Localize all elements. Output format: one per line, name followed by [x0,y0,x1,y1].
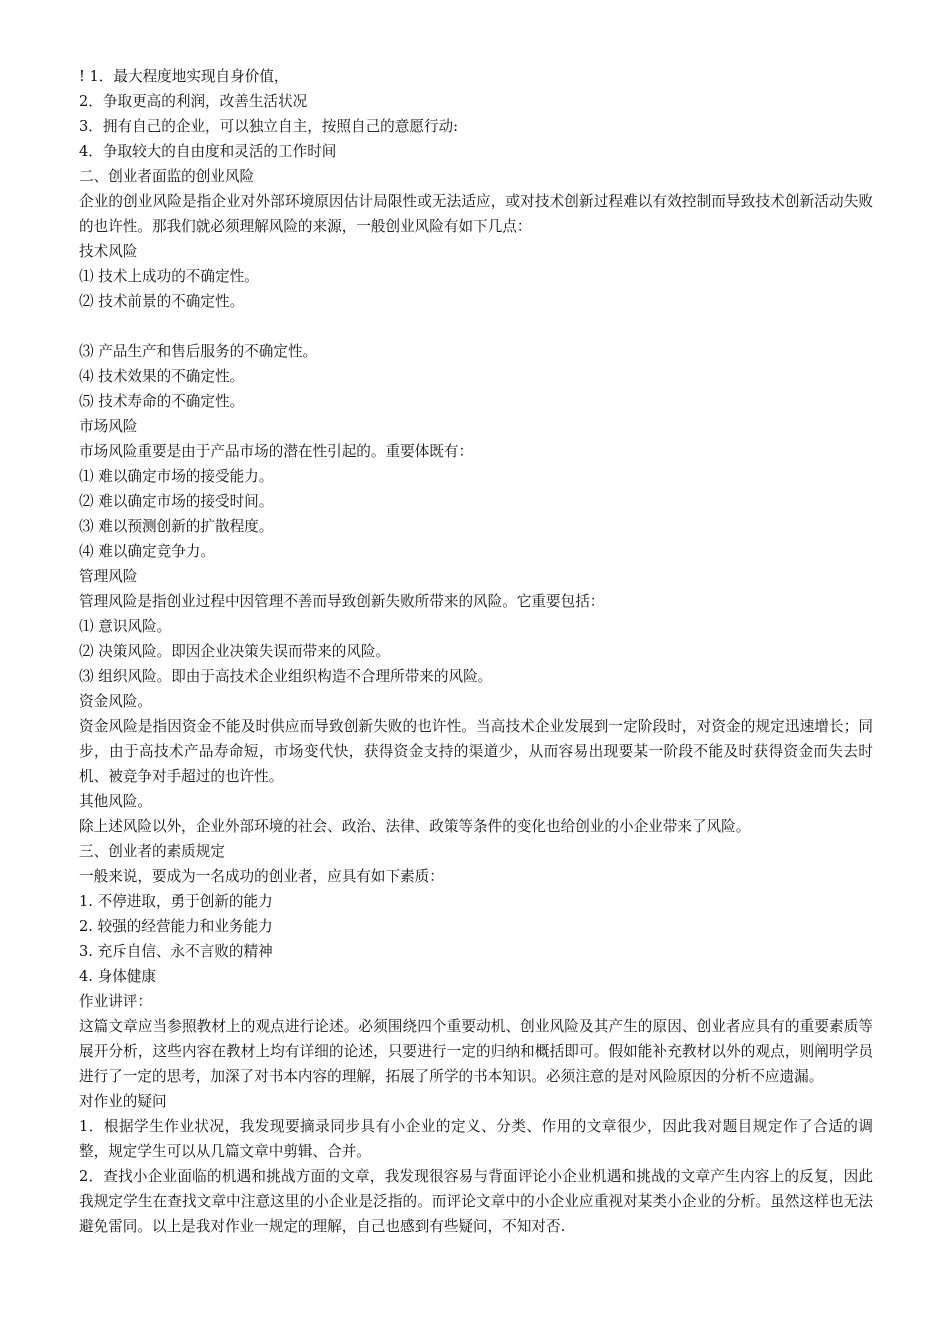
market-risk-item-3: ⑶ 难以预测创新的扩散程度。 [79,518,274,535]
management-risk-item-2: ⑵ 决策风险。即因企业决策失误而带来的风险。 [79,643,391,660]
market-risk-intro: 市场风险重要是由于产品市场的潜在性引起的。重要体既有： [79,443,474,460]
motive-4: 4．争取较大的自由度和灵活的工作时间 [79,143,337,160]
quality-item-4: 4. 身体健康 [79,968,156,985]
tech-risk-item-4: ⑷ 技术效果的不确定性。 [79,368,245,385]
homework-review-paragraph: 这篇文章应当参照教材上的观点进行论述。必须围绕四个重要动机、创业风险及其产生的原因、创业者应具有的重要素质等展开分析，这些内容在教材上均有详细的论述，只要进行一定的归纳和概括即可。假如能补充教材以外的观点，则阐明学员进行了一定的思考，加深了对书本内容的理解，拓展了所学的书本知识。必须注意的是对风险原因的分析不应遗漏。 [79,1018,873,1085]
quality-item-3: 3. 充斥自信、永不言败的精神 [79,943,273,960]
motive-3: 3．拥有自己的企业，可以独立自主，按照自己的意愿行动: [79,118,459,135]
homework-question-1: 1．根据学生作业状况，我发现要摘录同步具有小企业的定义、分类、作用的文章很少，因此我对题目规定作了合适的调整，规定学生可以从几篇文章中剪辑、合并。 [79,1118,873,1160]
management-risk-item-3: ⑶ 组织风险。即由于高技术企业组织构造不合理所带来的风险。 [79,668,493,685]
market-risk-item-2: ⑵ 难以确定市场的接受时间。 [79,493,274,510]
qualities-intro: 一般来说，要成为一名成功的创业者，应具有如下素质： [79,868,444,885]
capital-risk-heading: 资金风险。 [79,693,152,710]
market-risk-heading: 市场风险 [79,418,138,435]
capital-risk-paragraph: 资金风险是指因资金不能及时供应而导致创新失败的也许性。当高技术企业发展到一定阶段时，对资金的规定迅速增长；同步，由于高技术产品寿命短，市场变代快，获得资金支持的渠道少，从而容易出现要某一阶段不能及时获得资金而失去时机、被竞争对手超过的也许性。 [79,718,873,785]
other-risk-paragraph: 除上述风险以外，企业外部环境的社会、政治、法律、政策等条件的变化也给创业的小企业带来了风险。 [79,818,751,835]
tech-risk-item-2: ⑵ 技术前景的不确定性。 [79,293,245,310]
tech-risk-heading: 技术风险 [79,243,138,260]
motive-1: ! 1．最大程度地实现自身价值， [79,68,289,85]
market-risk-item-1: ⑴ 难以确定市场的接受能力。 [79,468,274,485]
homework-review-heading: 作业讲评： [79,993,152,1010]
management-risk-intro: 管理风险是指创业过程中因管理不善而导致创新失败所带来的风险。它重要包括： [79,593,605,610]
motive-2: 2．争取更高的利润，改善生活状况 [79,93,308,110]
management-risk-heading: 管理风险 [79,568,138,585]
homework-questions-heading: 对作业的疑问 [79,1093,167,1110]
market-risk-item-4: ⑷ 难以确定竞争力。 [79,543,215,560]
other-risk-heading: 其他风险。 [79,793,152,810]
quality-item-2: 2. 较强的经营能力和业务能力 [79,918,273,935]
tech-risk-item-1: ⑴ 技术上成功的不确定性。 [79,268,259,285]
section-2-heading: 二、创业者面监的创业风险 [79,168,255,185]
tech-risk-item-3: ⑶ 产品生产和售后服务的不确定性。 [79,343,318,360]
homework-question-2: 2．查找小企业面临的机遇和挑战方面的文章，我发现很容易与背面评论小企业机遇和挑战的文章产生内容上的反复，因此我规定学生在查找文章中注意这里的小企业是泛指的。而评论文章中的小企业应重视对某类小企业的分析。虽然这样也无法避免雷同。以上是我对作业一规定的理解，自己也感到有些疑问，不知对否. [79,1168,873,1235]
quality-item-1: 1. 不停进取，勇于创新的能力 [79,893,273,910]
risk-intro-paragraph: 企业的创业风险是指企业对外部环境原因估计局限性或无法适应，或对技术创新过程难以有效控制而导致技术创新活动失败的也许性。那我们就必须理解风险的来源，一般创业风险有如下几点： [79,193,873,235]
blank-line [79,314,873,339]
management-risk-item-1: ⑴ 意识风险。 [79,618,172,635]
tech-risk-item-5: ⑸ 技术寿命的不确定性。 [79,393,245,410]
section-3-heading: 三、创业者的素质规定 [79,843,225,860]
